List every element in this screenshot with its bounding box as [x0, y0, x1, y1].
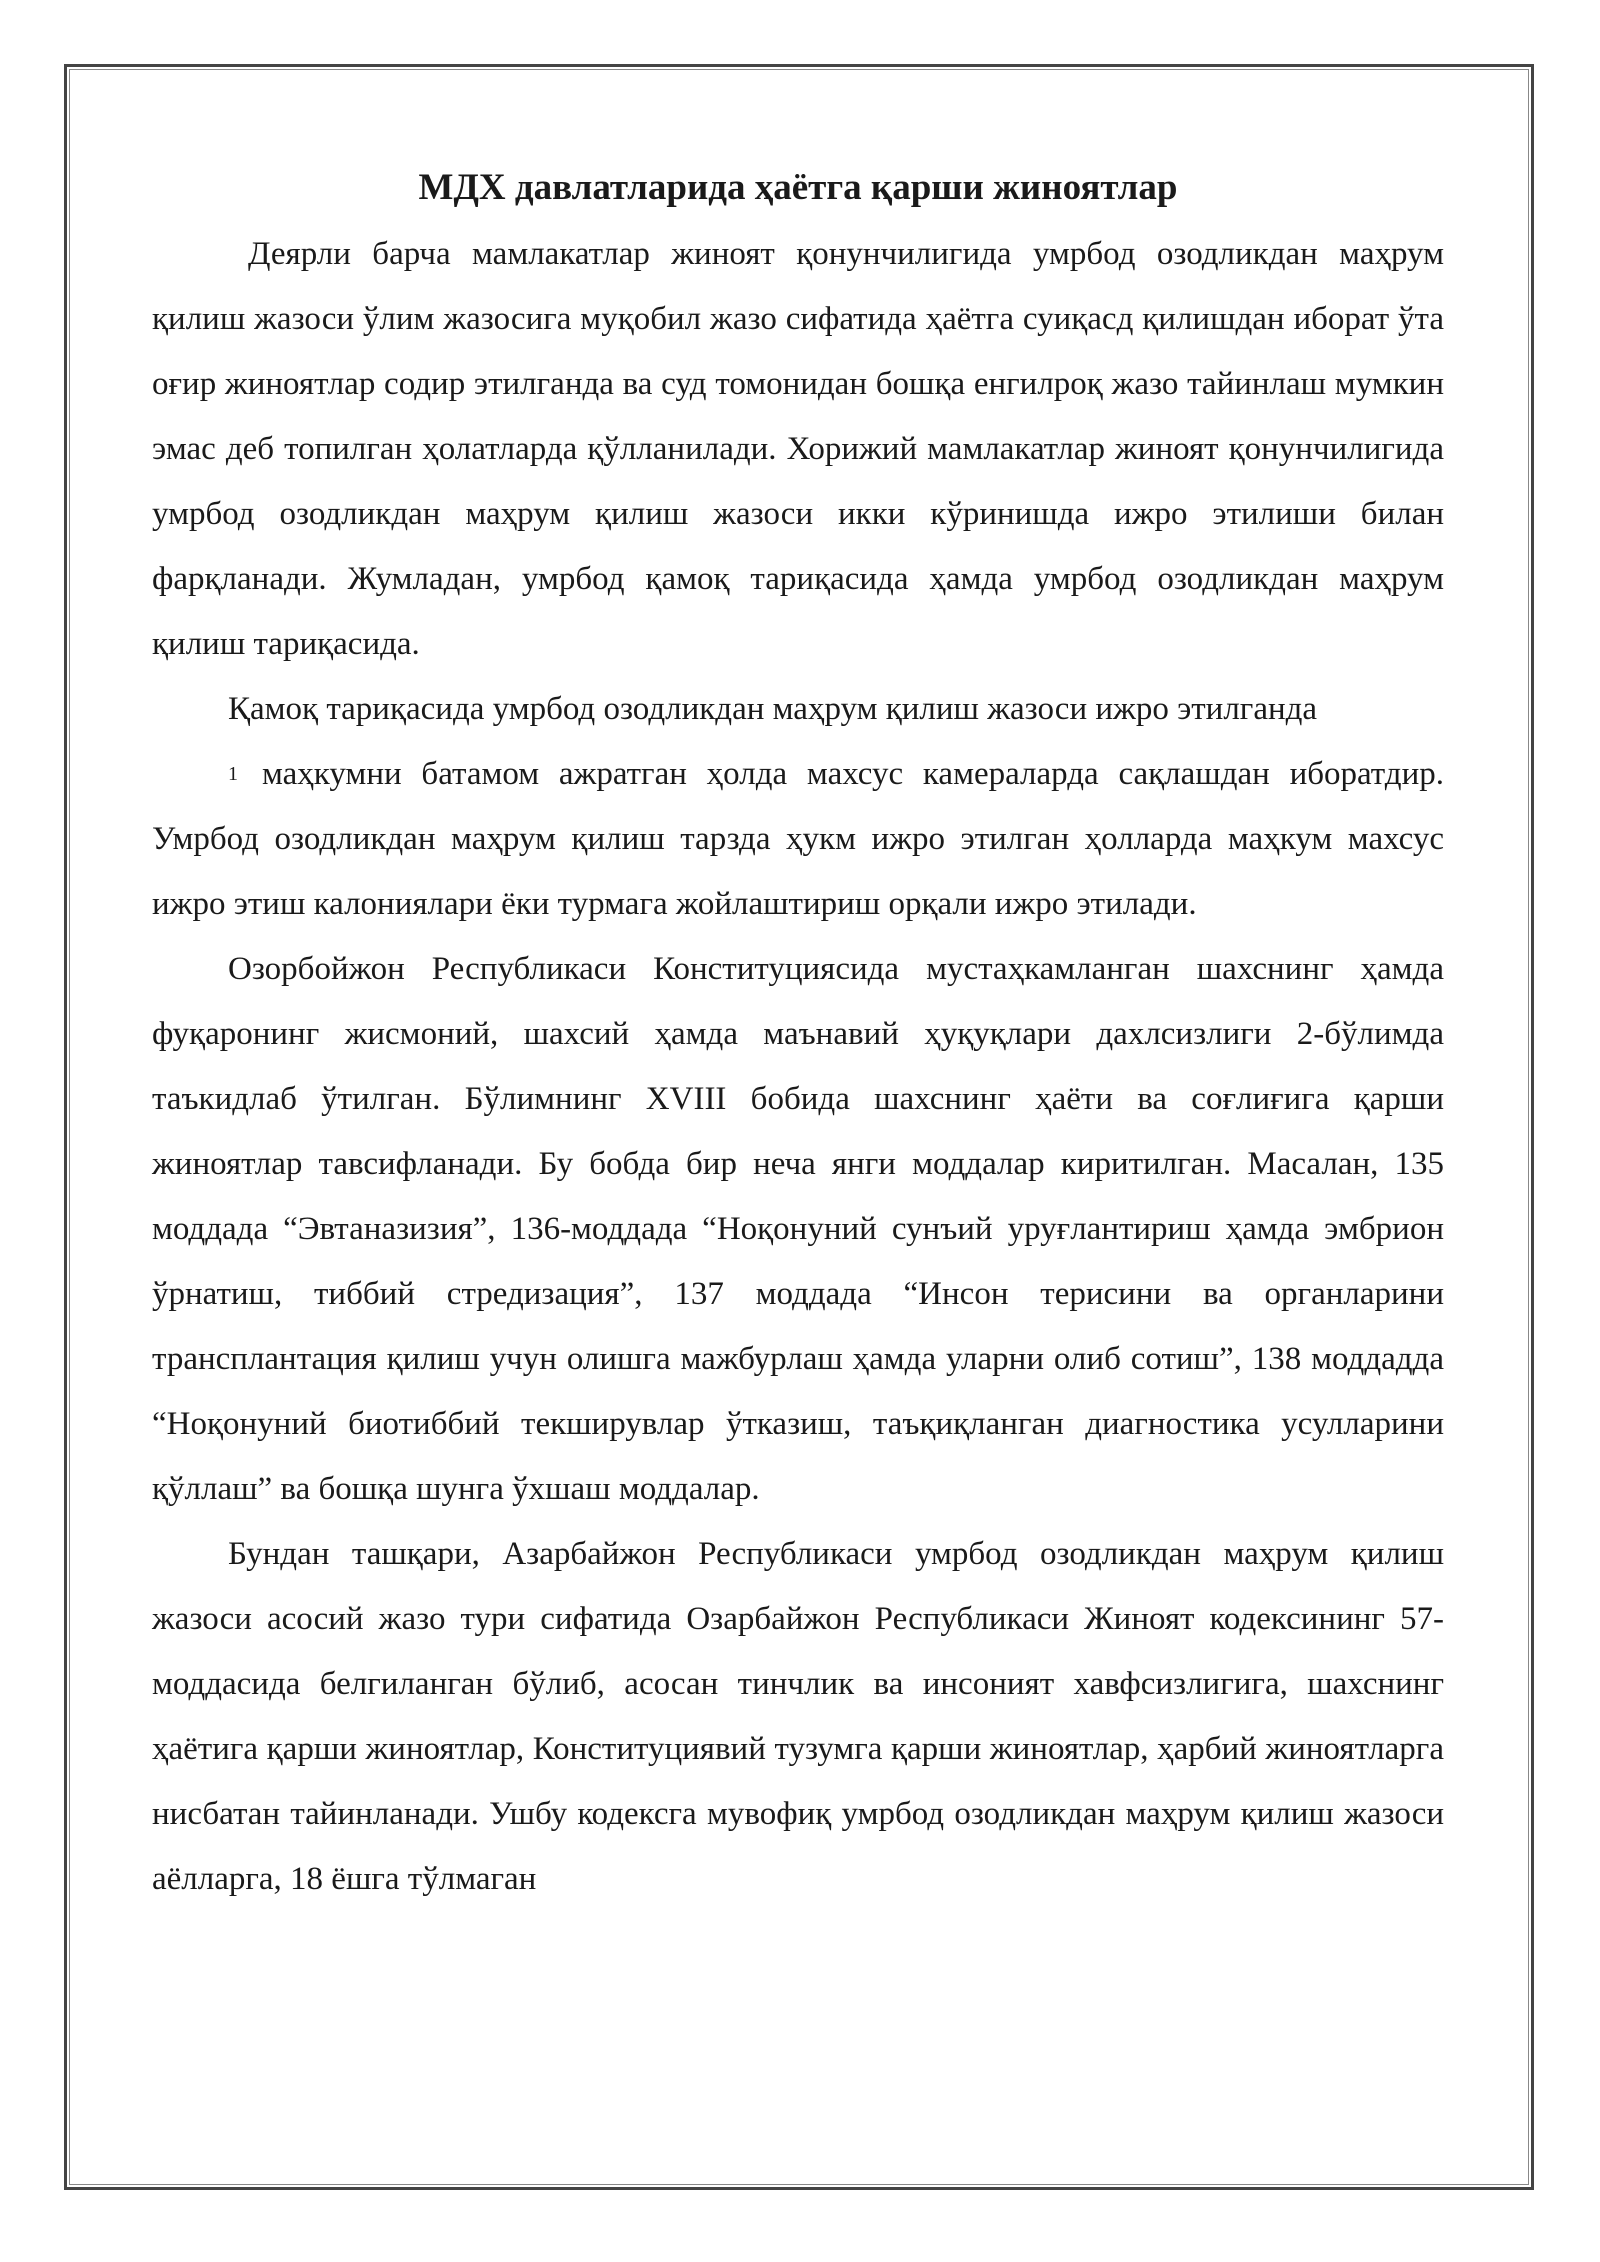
document-title: МДХ давлатларида ҳаётга қарши жиноятлар: [418, 167, 1178, 208]
document-body: [152, 160, 1444, 1912]
paragraph-3-text: маҳкумни батамом ажратган ҳолда махсус камераларда сақлашдан иборатдир. Умрбод озодликдан маҳрум қилиш тарзда ҳукм ижро этилган ҳолларда маҳкум махсус ижро этиш калониялари ёки турмага жойлаштириш орқали ижро этилади.: [152, 756, 1444, 922]
paragraph-3: [152, 742, 1444, 937]
paragraph-5: Бундан ташқари, Азарбайжон Республикаси умрбод озодликдан маҳрум қилиш жазоси асосий жазо тури сифатида Озарбайжон Республикаси Жиноят кодексининг 57-моддасида белгиланган бўлиб, асосан тинчлик ва инсоният хавфсизлигига, шахснинг ҳаётига қарши жиноятлар, Конституциявий тузумга қарши жиноятлар, ҳарбий жиноятларга нисбатан тайинланади. Ушбу кодексга мувофиқ умрбод озодликдан маҳрум қилиш жазоси аёлларга, 18 ёшга тўлмаган: [152, 1536, 1444, 1897]
paragraph-4: Озорбойжон Республикаси Конституциясида мустаҳкамланган шахснинг ҳамда фуқаронинг жисмоний, шахсий ҳамда маънавий ҳуқуқлари дахлсизлиги 2-бўлимда таъкидлаб ўтилган. Бўлимнинг XVIII бобида шахснинг ҳаёти ва соғлиғига қарши жиноятлар тавсифланади. Бу бобда бир неча янги моддалар киритилган. Масалан, 135 моддада “Эвтаназизия”, 136-моддада “Ноқонуний сунъий уруғлантириш ҳамда эмбрион ўрнатиш, тиббий стредизация”, 137 моддада “Инсон терисини ва органларини трансплантация қилиш учун олишга мажбурлаш ҳамда уларни олиб сотиш”, 138 моддадда “Ноқонуний биотиббий текширувлар ўтказиш, таъқиқланган диагностика усулларини қўллаш” ва бошқа шунга ўхшаш моддалар.: [152, 951, 1444, 1507]
footnote-marker[interactable]: 1: [228, 763, 238, 785]
paragraph-1: Деярли барча мамлакатлар жиноят қонунчилигида умрбод озодликдан маҳрум қилиш жазоси ўлим жазосига муқобил жазо сифатида ҳаётга суиқасд қилишдан иборат ўта оғир жиноятлар содир этилганда ва суд томонидан бошқа енгилроқ жазо тайинлаш мумкин эмас деб топилган ҳолатларда қўлланилади. Хорижий мамлакатлар жиноят қонунчилигида умрбод озодликдан маҳрум қилиш жазоси икки кўринишда ижро этилиши билан фарқланади. Жумладан, умрбод қамоқ тариқасида ҳамда умрбод озодликдан маҳрум қилиш тариқасида.: [152, 236, 1444, 662]
paragraph-2: Қамоқ тариқасида умрбод озодликдан маҳрум қилиш жазоси ижро этилганда: [228, 691, 1318, 727]
